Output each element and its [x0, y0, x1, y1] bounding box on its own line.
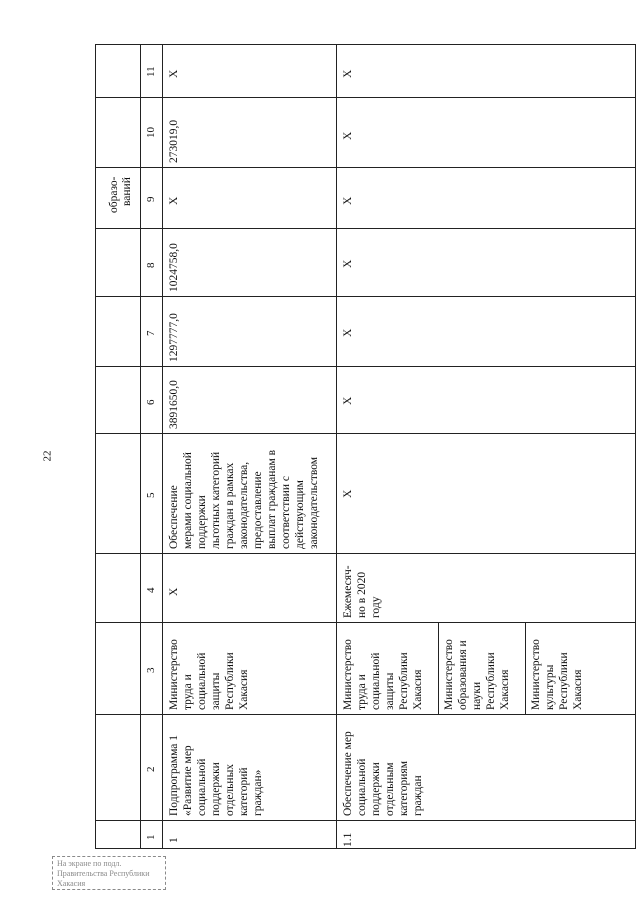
row2-col2-line: категориям: [398, 760, 410, 816]
row2-col10: X: [342, 131, 354, 140]
row1-col1: 1: [168, 837, 180, 843]
row2-col4-line: Ежемесяч-: [342, 565, 354, 618]
column-number: 2: [145, 766, 157, 772]
row2-col3c-line: культуры: [544, 664, 556, 710]
row1-col2-line: граждан»: [252, 769, 264, 816]
row2-col3b-line: Республики: [485, 652, 497, 710]
row1-col5-line: поддержки: [196, 495, 208, 549]
row2-col4-line: но в 2020: [356, 571, 368, 618]
row2-col7: X: [342, 328, 354, 337]
row1-col5-line: Обеспечение: [168, 485, 180, 549]
column-number: 9: [145, 196, 157, 202]
stamp-line: Хакасия: [57, 879, 86, 888]
header-cell-9-line: образо-: [108, 176, 120, 213]
row1-col7: 1297777,0: [168, 313, 180, 362]
column-number: 4: [145, 587, 157, 593]
row1-col2-line: Подпрограмма 1: [168, 734, 180, 816]
row2-col2-line: поддержки: [370, 762, 382, 816]
row2-col3b-line: образования и: [457, 640, 469, 710]
row1-col9: X: [168, 196, 180, 205]
row1-col2-line: отдельных: [224, 763, 236, 816]
header-cell-9-line: ваний: [121, 177, 133, 206]
row2-col3a-line: Республики: [398, 652, 410, 710]
column-number: 5: [145, 492, 157, 498]
row1-col2-line: категорий: [238, 767, 250, 816]
row2-col8: X: [342, 259, 354, 268]
row1-col5-line: предоставление: [252, 471, 264, 549]
row2-col2-line: Обеспечение мер: [342, 731, 354, 816]
stamp-line: На экране по подл.: [57, 859, 122, 868]
row2-col5: X: [342, 489, 354, 498]
row2-col2-line: граждан: [412, 775, 424, 816]
row1-col3-line: Республики: [224, 652, 236, 710]
row1-col3-line: Министерство: [168, 639, 180, 710]
row1-col3-line: Хакасия: [238, 669, 250, 710]
row1-col5-line: выплат гражданам в: [266, 449, 278, 549]
row2-col3b-line: науки: [471, 681, 483, 710]
row1-col4: X: [168, 587, 180, 596]
row2-col3a-line: Министерство: [342, 639, 354, 710]
row2-col4-line: году: [370, 596, 382, 618]
column-number: 7: [145, 330, 157, 336]
row1-col6: 3891650,0: [168, 380, 180, 429]
row1-col8: 1024758,0: [168, 243, 180, 292]
row1-col5-line: законодательства,: [238, 461, 250, 549]
row1-col5-line: соответствии с: [280, 476, 292, 549]
column-number: 6: [145, 399, 157, 405]
row2-col6: X: [342, 396, 354, 405]
column-number: 10: [145, 127, 157, 138]
row2-col11: X: [342, 69, 354, 78]
row1-col5-line: льготных категорий: [210, 451, 222, 549]
row1-col5-line: мерами социальной: [182, 452, 194, 549]
row2-col3b-line: Хакасия: [499, 669, 511, 710]
row2-col2-line: отдельным: [384, 762, 396, 816]
row2-col3a-line: Хакасия: [412, 669, 424, 710]
row2-col3c-line: Хакасия: [572, 669, 584, 710]
row2-col3c-line: Республики: [558, 652, 570, 710]
column-number: 11: [145, 66, 157, 77]
row2-col3b-line: Министерство: [443, 639, 455, 710]
row1-col10: 273019,0: [168, 119, 180, 163]
column-number: 1: [145, 834, 157, 840]
row2-col2-line: социальной: [356, 758, 368, 816]
row1-col3-line: труда и: [182, 674, 194, 710]
row1-col3-line: социальной: [196, 652, 208, 710]
row1-col2-line: поддержки: [210, 762, 222, 816]
row1-col5-line: действующим: [294, 480, 306, 549]
row2-col1: 1.1: [342, 832, 354, 847]
row1-col11: X: [168, 69, 180, 78]
row2-col3a-line: защиты: [384, 672, 396, 710]
row2-col3c-line: Министерство: [530, 639, 542, 710]
page-number: 22: [41, 450, 54, 462]
column-number: 8: [145, 262, 157, 268]
stamp-line: Правительства Республики: [57, 869, 150, 878]
row1-col2-line: социальной: [196, 758, 208, 816]
row1-col3-line: защиты: [210, 672, 222, 710]
row2-col3a-line: труда и: [356, 674, 368, 710]
row1-col5-line: граждан в рамках: [224, 462, 236, 549]
column-number: 3: [145, 667, 157, 673]
row1-col2-line: «Развитие мер: [182, 745, 194, 816]
row2-col9: X: [342, 196, 354, 205]
row1-col5-line: законодательством: [308, 456, 320, 549]
row2-col3a-line: социальной: [370, 652, 382, 710]
